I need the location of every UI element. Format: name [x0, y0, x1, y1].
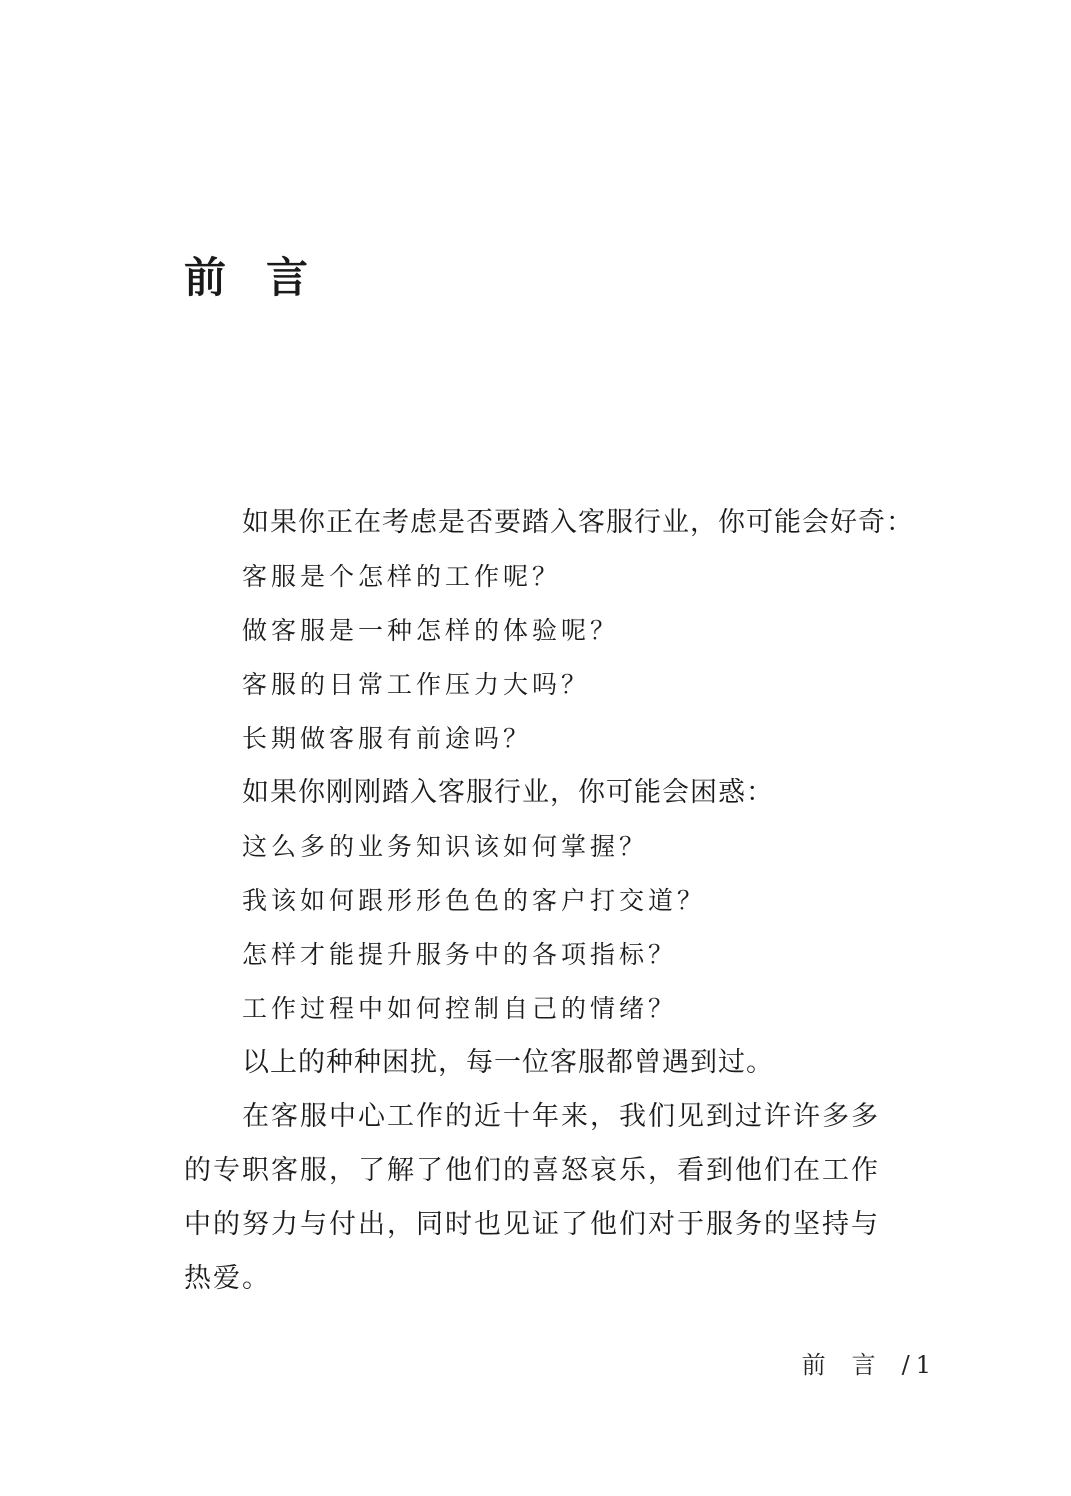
question-line: 做客服是一种怎样的体验呢？ [242, 616, 620, 645]
footer-separator: / [901, 1351, 910, 1379]
paragraph-line: 中的努力与付出，同时也见证了他们对于服务的坚持与 [184, 1209, 880, 1240]
page-footer [802, 1350, 931, 1380]
footer-section-label: 前言 [801, 1351, 902, 1379]
intro-line: 如果你正在考虑是否要踏入客服行业，你可能会好奇： [242, 507, 914, 538]
paragraph-line: 在客服中心工作的近十年来，我们见到过许许多多 [242, 1101, 880, 1132]
paragraph-line: 的专职客服，了解了他们的喜怒哀乐，看到他们在工作 [184, 1155, 880, 1186]
chapter-title: 前言 [184, 253, 349, 302]
question-line: 客服的日常工作压力大吗？ [242, 670, 591, 699]
intro-line: 如果你刚刚踏入客服行业，你可能会困惑： [242, 777, 774, 808]
body-text [184, 496, 914, 1306]
question-line: 客服是个怎样的工作呢？ [242, 562, 562, 591]
summary-line: 以上的种种困扰，每一位客服都曾遇到过。 [242, 1047, 774, 1078]
page-number: 1 [915, 1351, 931, 1379]
paragraph-line: 热爱。 [184, 1263, 271, 1294]
question-line: 长期做客服有前途吗？ [242, 724, 533, 753]
question-line: 怎样才能提升服务中的各项指标？ [242, 940, 678, 969]
question-line: 我该如何跟形形色色的客户打交道？ [242, 886, 707, 915]
question-line: 工作过程中如何控制自己的情绪？ [242, 994, 678, 1023]
question-line: 这么多的业务知识该如何掌握？ [242, 832, 649, 861]
